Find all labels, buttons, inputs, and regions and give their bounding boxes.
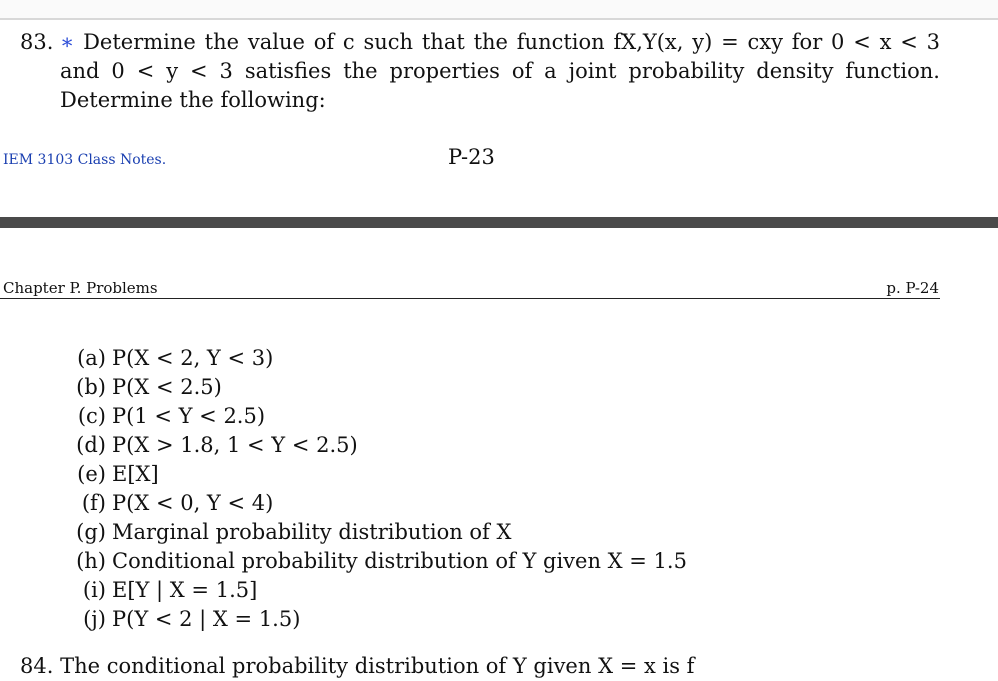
part-text: P(X > 1.8, 1 < Y < 2.5) (112, 433, 358, 457)
footer-course-notes: IEM 3103 Class Notes. (3, 152, 167, 168)
header-page-number: p. P-24 (886, 279, 939, 297)
part-label: (f) (81, 491, 106, 515)
part-label: (j) (83, 607, 106, 631)
part-label: (i) (82, 578, 106, 602)
part-e (64, 460, 687, 489)
part-g (64, 518, 687, 547)
previous-page-edge (0, 0, 998, 20)
part-label: (d) (76, 433, 106, 457)
footer-page-number: P-23 (448, 145, 495, 169)
part-j (64, 605, 687, 634)
page-separator (0, 217, 998, 228)
next-problem-partial: 84. The conditional probability distribution of Y given X = x is f (20, 654, 695, 678)
part-h (64, 547, 687, 576)
part-i (64, 576, 687, 605)
problem-83 (20, 28, 940, 115)
part-label: (c) (77, 404, 106, 428)
part-d (64, 431, 687, 460)
part-f (64, 489, 687, 518)
part-text: E[X] (112, 462, 159, 486)
part-label: (e) (77, 462, 106, 486)
part-text: E[Y | X = 1.5] (112, 578, 258, 602)
part-b (64, 373, 687, 402)
header-rule (0, 298, 940, 299)
part-text: P(X < 0, Y < 4) (112, 491, 274, 515)
part-label: (b) (76, 375, 106, 399)
part-text: P(X < 2, Y < 3) (112, 346, 274, 370)
part-text: P(1 < Y < 2.5) (112, 404, 266, 428)
part-text: Conditional probability distribution of Y given X = 1.5 (112, 549, 687, 573)
problem-statement (60, 28, 940, 115)
part-text: P(Y < 2 | X = 1.5) (112, 607, 301, 631)
part-label: (g) (76, 520, 106, 544)
part-text: Marginal probability distribution of X (112, 520, 512, 544)
problem-number: 83. (20, 30, 54, 54)
part-c (64, 402, 687, 431)
chapter-header: Chapter P. Problems (3, 279, 158, 297)
problem-parts-list (64, 344, 687, 634)
part-a (64, 344, 687, 373)
problem-statement-text: Determine the value of c such that the function fX,Y(x, y) = cxy for 0 < x < 3 and 0 < y < 3 satisfies the properties of a joint probability density function. Determine the following: (60, 30, 940, 112)
part-label: (a) (77, 346, 106, 370)
part-label: (h) (76, 549, 106, 573)
star-marker: ∗ (60, 30, 75, 54)
part-text: P(X < 2.5) (112, 375, 222, 399)
